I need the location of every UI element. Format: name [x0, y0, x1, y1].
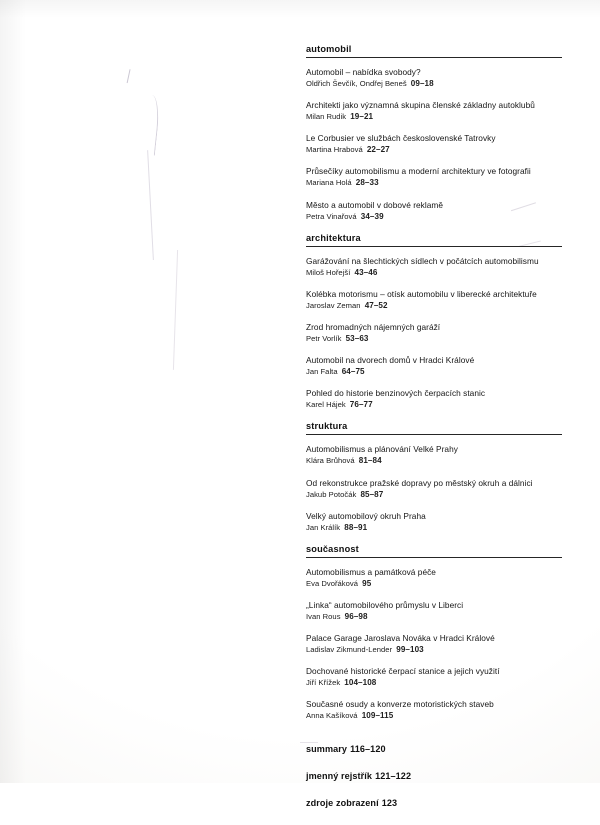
entry-title: Palace Garage Jaroslava Nováka v Hradci Králové: [306, 633, 495, 644]
toc-entry[interactable]: [306, 478, 562, 500]
entry-title: Architekti jako významná skupina členské základny autoklubů: [306, 100, 535, 111]
entry-pages: 109–115: [361, 711, 394, 721]
back-matter-label: zdroje zobrazení: [306, 797, 379, 808]
toc-section: [306, 544, 562, 722]
entry-meta: [306, 212, 562, 222]
toc-entry[interactable]: [306, 133, 562, 155]
entry-meta: [306, 400, 562, 410]
entry-pages: 104–108: [344, 678, 377, 688]
entry-meta: [306, 268, 562, 278]
toc-entry[interactable]: [306, 166, 562, 188]
entry-author: Jaroslav Zeman: [306, 300, 361, 310]
entry-pages: 43–46: [354, 267, 378, 277]
entry-meta: [306, 79, 562, 89]
entry-pages: 64–75: [341, 367, 365, 377]
toc-entry[interactable]: [306, 322, 562, 344]
toc-entry[interactable]: [306, 511, 562, 533]
entry-title: Dochované historické čerpací stanice a jejich využití: [306, 666, 500, 677]
entry-author: Jan Falta: [306, 367, 338, 377]
toc-entry[interactable]: [306, 355, 562, 377]
toc-entry[interactable]: [306, 388, 562, 410]
back-matter-item[interactable]: [306, 798, 562, 808]
back-matter-pages: 121–122: [375, 770, 412, 781]
entry-title: Zrod hromadných nájemných garáží: [306, 321, 441, 332]
toc-section: [306, 233, 562, 411]
entry-author: Ladislav Zikmund-Lender: [306, 645, 393, 655]
entry-meta: [306, 301, 562, 311]
scan-artifact-mark: [147, 150, 158, 260]
entry-author: Milan Rudik: [306, 112, 347, 122]
entry-author: Jan Králík: [306, 522, 341, 532]
back-matter-label: jmenný rejstřík: [306, 770, 373, 781]
scan-artifact-mark: [173, 250, 181, 370]
section-heading: architektura: [306, 233, 562, 247]
back-matter-pages: 116–120: [350, 743, 386, 754]
entry-title: Průsečíky automobilismu a moderní architektury ve fotografii: [306, 166, 531, 177]
entry-title: Pohled do historie benzinových čerpacích stanic: [306, 388, 486, 399]
section-heading: automobil: [306, 44, 562, 58]
page-edge-shadow-top: [0, 0, 600, 18]
entry-title: Od rekonstrukce pražské dopravy po městský okruh a dálnici: [306, 477, 533, 488]
toc-entry[interactable]: [306, 256, 562, 278]
entry-pages: 96–98: [344, 611, 368, 621]
entry-title: Velký automobilový okruh Praha: [306, 510, 426, 521]
entry-meta: [306, 145, 562, 155]
entry-meta: [306, 112, 562, 122]
entry-meta: [306, 523, 562, 533]
entry-meta: [306, 678, 562, 688]
entry-author: Klára Brůhová: [306, 456, 355, 466]
entry-title: Město a automobil v dobové reklamě: [306, 199, 443, 210]
toc-entry[interactable]: [306, 666, 562, 688]
entry-meta: [306, 456, 562, 466]
entry-meta: [306, 612, 562, 622]
entry-title: Současné osudy a konverze motoristických staveb: [306, 699, 494, 710]
entry-author: Ivan Rous: [306, 611, 341, 621]
entry-meta: [306, 367, 562, 377]
toc-entry[interactable]: [306, 567, 562, 589]
entry-author: Mariana Holá: [306, 178, 352, 188]
entry-pages: 19–21: [350, 112, 374, 122]
section-heading: struktura: [306, 421, 562, 435]
entry-title: Automobilismus a plánování Velké Prahy: [306, 444, 458, 455]
toc-entry[interactable]: [306, 444, 562, 466]
entry-author: Anna Kašíková: [306, 711, 358, 721]
toc-section: [306, 421, 562, 532]
entry-title: Automobil na dvorech domů v Hradci Králové: [306, 355, 475, 366]
entry-pages: 09–18: [410, 78, 434, 88]
scan-artifact-mark: [140, 94, 161, 155]
entry-author: Petr Vorlík: [306, 333, 342, 343]
entry-author: Oldřich Ševčík, Ondřej Beneš: [306, 78, 407, 88]
back-matter-label: summary: [306, 743, 348, 754]
entry-pages: 28–33: [355, 178, 379, 188]
back-matter-pages: 123: [381, 797, 398, 808]
entry-author: Martina Hrabová: [306, 145, 363, 155]
entry-meta: [306, 579, 562, 589]
toc-entry[interactable]: [306, 600, 562, 622]
entry-title: Le Corbusier ve službách československé Tatrovky: [306, 133, 496, 144]
section-heading: současnost: [306, 544, 562, 558]
toc-entry[interactable]: [306, 699, 562, 721]
entry-pages: 76–77: [349, 400, 373, 410]
entry-title: Kolébka motorismu – otísk automobilu v liberecké architektuře: [306, 288, 537, 299]
entry-title: Automobil – nabídka svobody?: [306, 67, 421, 77]
entry-meta: [306, 645, 562, 655]
table-of-contents: [306, 44, 562, 825]
entry-pages: 99–103: [396, 645, 424, 655]
entry-author: Karel Hájek: [306, 400, 346, 410]
entry-meta: [306, 490, 562, 500]
entry-pages: 34–39: [360, 211, 384, 221]
toc-section: [306, 44, 562, 222]
back-matter-list: [306, 744, 562, 808]
toc-entry[interactable]: [306, 633, 562, 655]
back-matter-item[interactable]: [306, 744, 562, 754]
entry-pages: 88–91: [344, 522, 368, 532]
entry-pages: 95: [362, 578, 372, 588]
back-matter-item[interactable]: [306, 771, 562, 781]
entry-title: Automobilismus a památková péče: [306, 566, 436, 577]
entry-pages: 53–63: [345, 333, 369, 343]
entry-pages: 22–27: [366, 145, 390, 155]
entry-pages: 81–84: [358, 456, 382, 466]
entry-author: Jakub Potočák: [306, 489, 357, 499]
toc-entry[interactable]: [306, 100, 562, 122]
entry-pages: 47–52: [364, 300, 388, 310]
entry-author: Eva Dvořáková: [306, 578, 358, 588]
entry-meta: [306, 178, 562, 188]
entry-meta: [306, 711, 562, 721]
toc-entry[interactable]: [306, 289, 562, 311]
entry-author: Jiří Křížek: [306, 678, 341, 688]
page-edge-shadow-left: [0, 0, 26, 783]
entry-title: Garážování na šlechtických sídlech v počátcích automobilismu: [306, 255, 539, 266]
toc-entry[interactable]: [306, 200, 562, 222]
entry-author: Miloš Hořejší: [306, 267, 351, 277]
entry-pages: 85–87: [360, 489, 384, 499]
entry-meta: [306, 334, 562, 344]
entry-author: Petra Vinařová: [306, 211, 357, 221]
entry-title: „Linka“ automobilového průmyslu v Liberci: [306, 599, 464, 610]
scan-artifact-mark: [127, 69, 139, 85]
toc-entry[interactable]: [306, 67, 562, 89]
